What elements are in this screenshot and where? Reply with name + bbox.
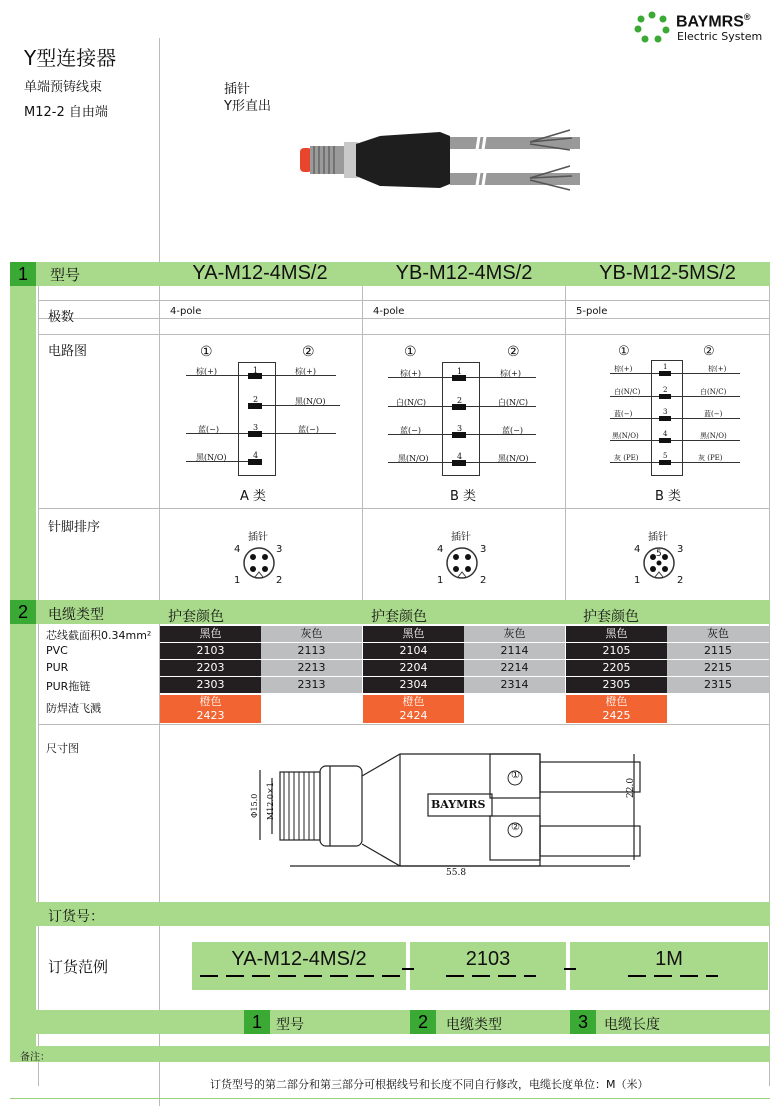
poles-3: 5-pole [576,306,608,317]
dimension-marker-2: ② [511,822,520,833]
pinout-c-label: 插针 [648,532,668,543]
legend-1-label: 型号 [276,1017,304,1033]
brand-logo [632,10,672,44]
section2-label: 电缆类型 [48,607,104,623]
product-type: 插针 [224,82,251,97]
circuit-a-class: A 类 [240,489,267,504]
remark-text: 订货型号的第二部分和第三部分可根据线号和长度不同自行修改，电缆长度单位：M（米） [210,1078,649,1091]
page-subtitle-1: 单端预铸线束 [24,80,103,95]
dimension-width: 55.8 [446,868,467,878]
product-shape: Y形直出 [224,99,271,114]
model-3: YB-M12-5MS/2 [599,262,736,284]
circuit-a-side1: ① [200,344,213,360]
circuit-b-class: B 类 [450,489,477,504]
legend-3-number: 3 [570,1010,596,1034]
pinout-a-diagram [242,546,276,580]
legend-1-number: 1 [244,1010,270,1034]
brand-name: BAYMRS® [676,12,751,31]
dimension-drawing [250,748,650,880]
sheath-3: 护套颜色 [583,609,639,625]
order-length: 1M [655,948,683,970]
section1-number: 1 [10,262,36,286]
section1-label: 型号 [50,266,81,284]
remark-label: 备注： [20,1052,50,1063]
poles-1: 4-pole [170,306,202,317]
poles-label: 极数 [48,310,75,325]
order-cable: 2103 [465,948,511,970]
logo-icon [632,10,672,44]
dimension-label: 尺寸图 [46,742,79,755]
circuit-c-side2: ② [703,344,715,359]
dimension-height: 22.0 [626,777,636,798]
circuit-c-class: B 类 [655,489,682,504]
pinout-a-label: 插针 [248,532,268,543]
sheath-1: 护套颜色 [168,609,224,625]
legend-2-number: 2 [410,1010,436,1034]
section2-number: 2 [10,600,36,624]
sheath-2: 护套颜色 [371,609,427,625]
legend-3-label: 电缆长度 [604,1017,660,1033]
circuit-b-side2: ② [507,344,520,360]
pinout-b-diagram [445,546,479,580]
model-2: YB-M12-4MS/2 [395,262,533,284]
circuit-c-side1: ① [618,344,630,359]
order-label: 订货号： [48,909,104,925]
circuit-label: 电路图 [48,344,88,359]
pinout-b-label: 插针 [451,532,471,543]
poles-2: 4-pole [373,306,405,317]
page-title: Y型连接器 [24,46,117,70]
brand-subtitle: Electric System [677,30,763,43]
core-section-header: 芯线截面积0.34mm² [46,629,152,642]
circuit-b-side1: ① [404,344,417,360]
pinout-label: 针脚排序 [48,520,101,535]
legend-2-label: 电缆类型 [446,1017,502,1033]
page-subtitle-2: M12-2 自由端 [24,105,108,120]
dimension-thread: M12.0×1 [266,782,275,820]
model-1: YA-M12-4MS/2 [192,262,328,284]
circuit-a-side2: ② [302,344,315,360]
order-example-label: 订货范例 [48,958,109,976]
product-image [300,120,580,202]
dimension-brand: BAYMRS [431,798,486,811]
dimension-diameter: Φ15.0 [250,793,259,818]
dimension-marker-1: ① [511,770,520,781]
order-model: YA-M12-4MS/2 [231,948,367,970]
